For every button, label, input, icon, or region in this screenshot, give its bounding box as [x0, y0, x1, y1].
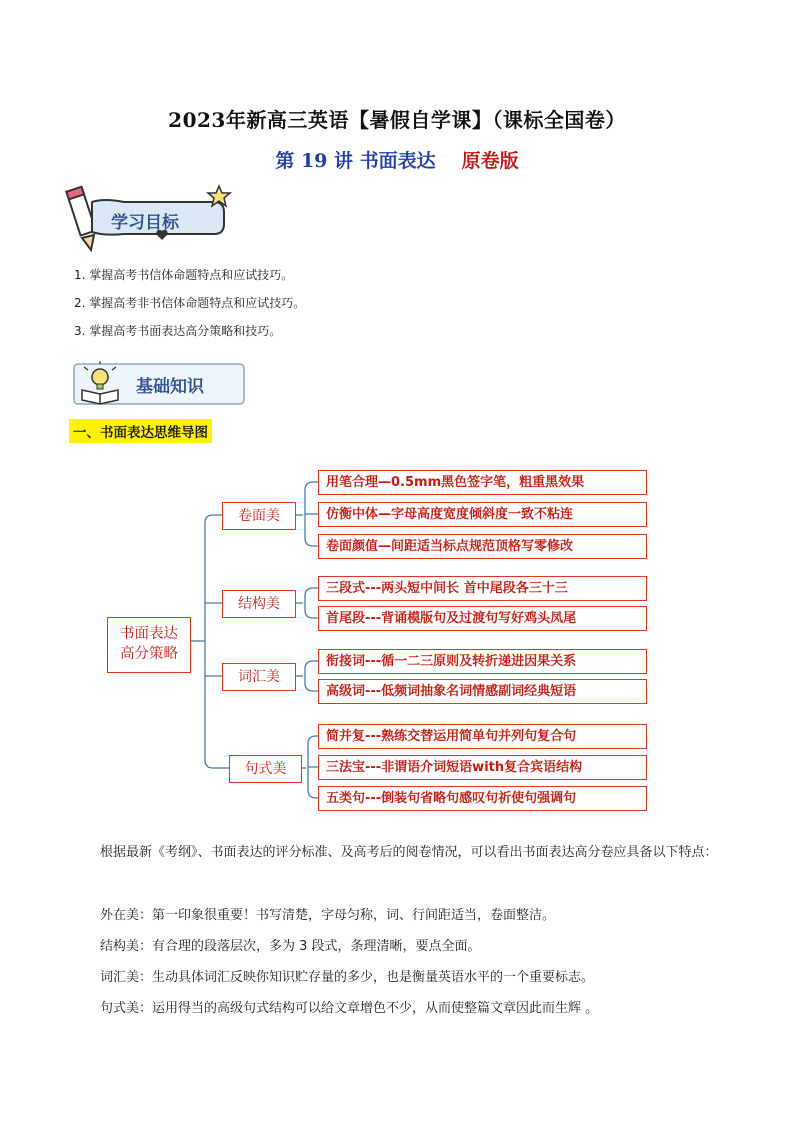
- point-outer-beauty: 外在美：第一印象很重要！书写清楚，字母匀称，词、行间距适当，卷面整洁。: [100, 908, 556, 923]
- goal-item-2: 2. 掌握高考非书信体命题特点和应试技巧。: [74, 296, 306, 310]
- mindmap-heading: 一、书面表达思维导图: [69, 419, 212, 443]
- goal-item-1: 1. 掌握高考书信体命题特点和应试技巧。: [74, 268, 294, 282]
- basic-knowledge-label: 基础知识: [136, 377, 204, 397]
- intro-paragraph: 根据最新《考纲》、书面表达的评分标准、及高考后的阅卷情况，可以看出书面表达高分卷应具备以下特点：: [100, 845, 718, 860]
- document-title: 2023年新高三英语【暑假自学课】（课标全国卷）: [168, 108, 626, 132]
- leaf-jushi-1: 简并复---熟练交替运用简单句并列句复合句: [318, 724, 647, 749]
- goal-item-3: 3. 掌握高考书面表达高分策略和技巧。: [74, 324, 282, 338]
- learning-goals-label: 学习目标: [111, 213, 179, 233]
- leaf-juanmian-3: 卷面颜值—间距适当标点规范顶格写零修改: [318, 534, 647, 559]
- leaf-cihui-1: 衔接词---循一二三原则及转折递进因果关系: [318, 649, 647, 674]
- leaf-juanmian-1: 用笔合理—0.5mm黑色签字笔，粗重黑效果: [318, 470, 647, 495]
- category-jiegou: 结构美: [222, 590, 296, 618]
- mindmap-root-line1: 书面表达: [120, 626, 178, 642]
- lecture-number: 第 19 讲 书面表达: [275, 150, 436, 172]
- category-cihui: 词汇美: [222, 663, 296, 691]
- leaf-jiegou-1: 三段式---两头短中间长 首中尾段各三十三: [318, 576, 647, 601]
- leaf-jiegou-2: 首尾段---背诵模版句及过渡句写好鸡头凤尾: [318, 606, 647, 631]
- category-juanmian: 卷面美: [222, 502, 296, 530]
- leaf-jushi-2: 三法宝---非谓语介词短语with复合宾语结构: [318, 755, 647, 780]
- mindmap-root: [107, 617, 191, 673]
- leaf-jushi-3: 五类句---倒装句省略句感叹句祈使句强调句: [318, 786, 647, 811]
- mindmap-root-line2: 高分策略: [120, 646, 178, 662]
- point-structure-beauty: 结构美：有合理的段落层次，多为 3 段式，条理清晰，要点全面。: [100, 939, 481, 954]
- category-jushi: 句式美: [229, 755, 302, 783]
- edition-label: 原卷版: [461, 150, 519, 172]
- leaf-cihui-2: 高级词---低频词抽象名词情感副词经典短语: [318, 679, 647, 704]
- point-sentence-beauty: 句式美：运用得当的高级句式结构可以给文章增色不少，从而使整篇文章因此而生辉 。: [100, 1001, 599, 1016]
- point-vocabulary-beauty: 词汇美：生动具体词汇反映你知识贮存量的多少，也是衡量英语水平的一个重要标志。: [100, 970, 595, 985]
- leaf-juanmian-2: 仿衡中体—字母高度宽度倾斜度一致不粘连: [318, 502, 647, 527]
